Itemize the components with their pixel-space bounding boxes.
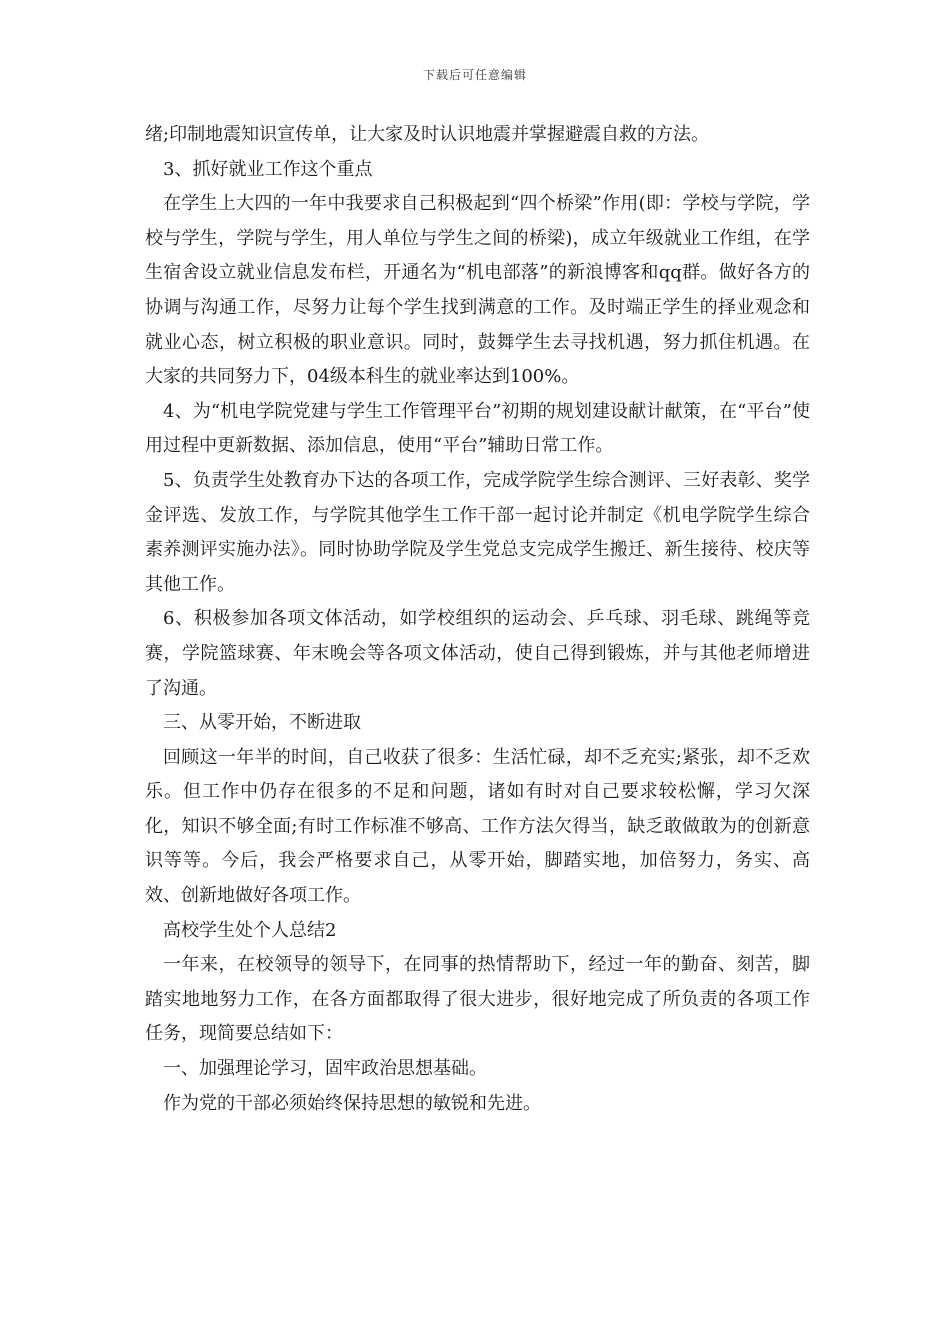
document-subtitle: 高校学生处个人总结2 <box>163 919 337 941</box>
paragraph-review: 回顾这一年半的时间，自己收获了很多：生活忙碌，却不乏充实;紧张，却不乏欢乐。但工作中仍存在很多的不足和问题，诸如有时对自己要求较松懈，学习欠深化，知识不够全面;有时工作标准不够高、工作方法欠得当，缺乏敢做敢为的创新意识等等。今后，我会严格要求自己，从零开始，脚踏实地，加倍努力，务实、高效、创新地做好各项工作。 <box>145 746 810 907</box>
document-body <box>145 118 810 1121</box>
section-heading-start-from-zero: 三、从零开始，不断进取 <box>163 712 361 734</box>
paragraph-employment: 在学生上大四的一年中我要求自己积极起到“四个桥梁”作用(即：学校与学院，学校与学生，学院与学生，用人单位与学生之间的桥梁)，成立年级就业工作组，在学生宿舍设立就业信息发布栏，开通名为“机电部落”的新浪博客和qq群。做好各方的协调与沟通工作，尽努力让每个学生找到满意的工作。及时端正学生的择业观念和就业心态，树立积极的职业意识。同时，鼓舞学生去寻找机遇，努力抓住机遇。在大家的共同努力下，04级本科生的就业率达到100%。 <box>145 193 810 388</box>
section-heading-theory-study: 一、加强理论学习，固牢政治思想基础。 <box>163 1058 487 1080</box>
paragraph-education-office: 5、负责学生处教育办下达的各项工作，完成学院学生综合测评、三好表彰、奖学金评选、发放工作，与学院其他学生工作干部一起讨论并制定《机电学院学生综合素养测评实施办法》。同时协助学院及学生党总支完成学生搬迁、新生接待、校庆等其他工作。 <box>145 469 810 595</box>
section-heading-employment: 3、抓好就业工作这个重点 <box>163 158 373 180</box>
paragraph-earthquake-flyer: 绪;印制地震知识宣传单，让大家及时认识地震并掌握避震自救的方法。 <box>145 124 710 145</box>
paragraph-platform: 4、为“机电学院党建与学生工作管理平台”初期的规划建设献计献策，在“平台”使用过程中更新数据、添加信息，使用“平台”辅助日常工作。 <box>145 400 810 457</box>
paragraph-year-summary: 一年来，在校领导的领导下，在同事的热情帮助下，经过一年的勤奋、刻苦，脚踏实地地努力工作，在各方面都取得了很大进步，很好地完成了所负责的各项工作任务，现简要总结如下： <box>145 954 810 1045</box>
paragraph-party-cadre: 作为党的干部必须始终保持思想的敏锐和先进。 <box>163 1092 541 1114</box>
paragraph-sports-activities: 6、积极参加各项文体活动，如学校组织的运动会、乒乓球、羽毛球、跳绳等竞赛，学院篮球赛、年末晚会等各项文体活动，使自己得到锻炼，并与其他老师增进了沟通。 <box>145 608 810 699</box>
page-header: 下载后可任意编辑 <box>422 68 527 82</box>
